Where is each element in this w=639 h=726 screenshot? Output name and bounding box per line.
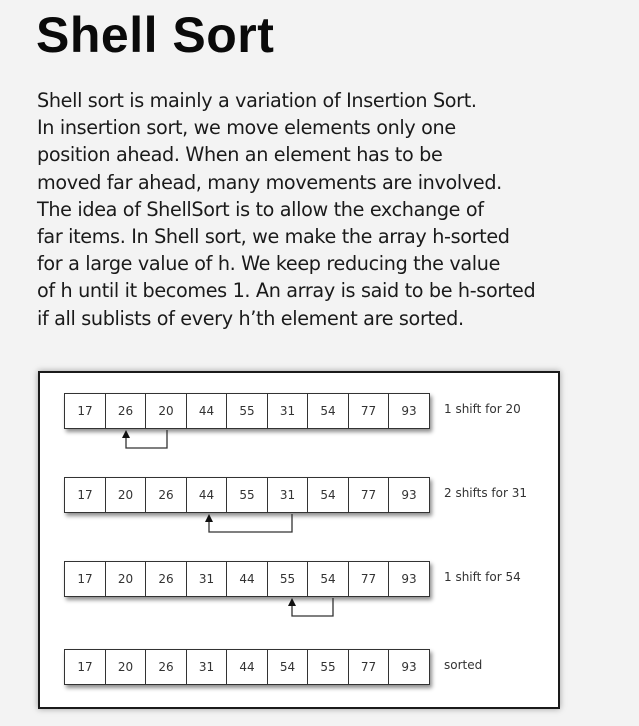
array-cell: 20 (105, 649, 147, 685)
paragraph-line: of h until it becomes 1. An array is said to be h-sorted (37, 279, 536, 303)
array-cell: 93 (388, 393, 430, 429)
page-title: Shell Sort (36, 7, 275, 63)
array-cell: 20 (145, 393, 187, 429)
array-cell: 55 (267, 561, 309, 597)
array-cell: 44 (186, 477, 228, 513)
array-cell: 55 (307, 649, 349, 685)
paragraph-line: far items. In Shell sort, we make the array h-sorted (37, 225, 510, 249)
paragraph-line: In insertion sort, we move elements only one (37, 116, 456, 140)
array-cell: 20 (105, 561, 147, 597)
array-cell: 93 (388, 649, 430, 685)
paragraph-line: moved far ahead, many movements are involved. (37, 170, 502, 194)
array-cell: 54 (307, 561, 349, 597)
shift-arrow-icon (64, 513, 444, 537)
array-cell: 77 (348, 561, 390, 597)
row-caption: sorted (444, 658, 483, 672)
paragraph-line: if all sublists of every h’th element are sorted. (37, 306, 464, 330)
shell-sort-diagram (38, 371, 560, 709)
paragraph-line: Shell sort is mainly a variation of Insertion Sort. (37, 89, 477, 112)
array-cell: 44 (226, 649, 268, 685)
array-cell: 55 (226, 393, 268, 429)
paragraph-line: The idea of ShellSort is to allow the exchange of (37, 197, 484, 221)
array-cell: 31 (267, 393, 309, 429)
array-cell: 17 (64, 561, 106, 597)
row-caption: 1 shift for 54 (444, 570, 521, 584)
array-cell: 26 (145, 561, 187, 597)
description-paragraph (37, 87, 627, 332)
array-cell: 26 (145, 477, 187, 513)
array-cell: 44 (226, 561, 268, 597)
shift-arrow-icon (64, 429, 444, 453)
row-caption: 2 shifts for 31 (444, 486, 528, 500)
array-cell: 17 (64, 393, 106, 429)
paragraph-line: position ahead. When an element has to be (37, 143, 443, 167)
row-caption: 1 shift for 20 (444, 402, 521, 416)
array-cell: 55 (226, 477, 268, 513)
array-cell: 77 (348, 393, 390, 429)
shift-arrow-icon (64, 597, 444, 621)
array-cell: 77 (348, 649, 390, 685)
paragraph-line: for a large value of h. We keep reducing the value (37, 252, 501, 276)
array-cell: 31 (186, 649, 228, 685)
array-cell: 17 (64, 477, 106, 513)
array-cell: 77 (348, 477, 390, 513)
array-cell: 93 (388, 477, 430, 513)
array-cell: 20 (105, 477, 147, 513)
array-cell: 93 (388, 561, 430, 597)
array-cell: 54 (267, 649, 309, 685)
array-cell: 44 (186, 393, 228, 429)
array-cell: 54 (307, 477, 349, 513)
array-cell: 31 (267, 477, 309, 513)
array-cell: 31 (186, 561, 228, 597)
array-cell: 17 (64, 649, 106, 685)
array-cell: 26 (105, 393, 147, 429)
array-cell: 26 (145, 649, 187, 685)
array-cell: 54 (307, 393, 349, 429)
